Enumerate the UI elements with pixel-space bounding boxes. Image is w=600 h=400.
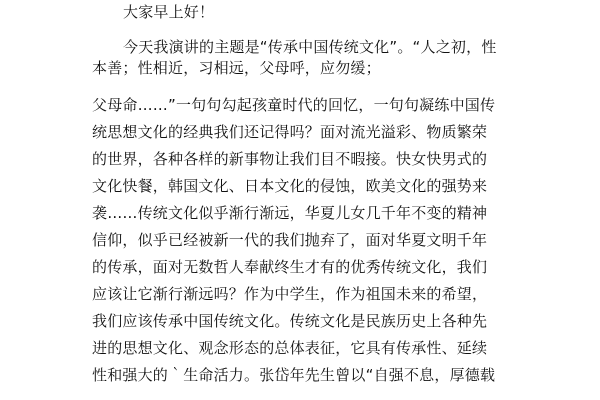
greeting-line: 大家早上好！ — [123, 3, 215, 21]
body-line: 统思想文化的经典我们还记得吗？面对流光溢彩、物质繁荣 — [92, 123, 488, 141]
body-line: 文化快餐，韩国文化、日本文化的侵蚀，欧美文化的强势来 — [92, 177, 488, 195]
body-line: 进的思想文化、观念形态的总体表征，它具有传承性、延续 — [92, 339, 488, 357]
body-line: 信仰，似乎已经被新一代的我们抛弃了，面对华夏文明千年 — [92, 231, 488, 249]
body-line: 的传承，面对无数哲人奉献终生才有的优秀传统文化，我们 — [92, 258, 488, 276]
intro-line: 今天我演讲的主题是“传承中国传统文化”。“人之初，性 — [123, 38, 497, 56]
body-line: 性和强大的｀生命活力。张岱年先生曾以“自强不息，厚德载 — [92, 366, 496, 384]
body-line: 应该让它渐行渐远吗？作为中学生，作为祖国未来的希望， — [92, 285, 488, 303]
intro-line: 本善；性相近，习相远，父母呼，应勿缓； — [92, 59, 381, 77]
body-line: 袭……传统文化似乎渐行渐远，华夏儿女几千年不变的精神 — [92, 204, 488, 222]
body-line: 我们应该传承中国传统文化。传统文化是民族历史上各种先 — [92, 312, 488, 330]
body-line: 的世界，各种各样的新事物让我们目不暇接。快女快男式的 — [92, 150, 488, 168]
body-line: 父母命……”一句句勾起孩童时代的回忆，一句句凝练中国传 — [92, 96, 496, 114]
